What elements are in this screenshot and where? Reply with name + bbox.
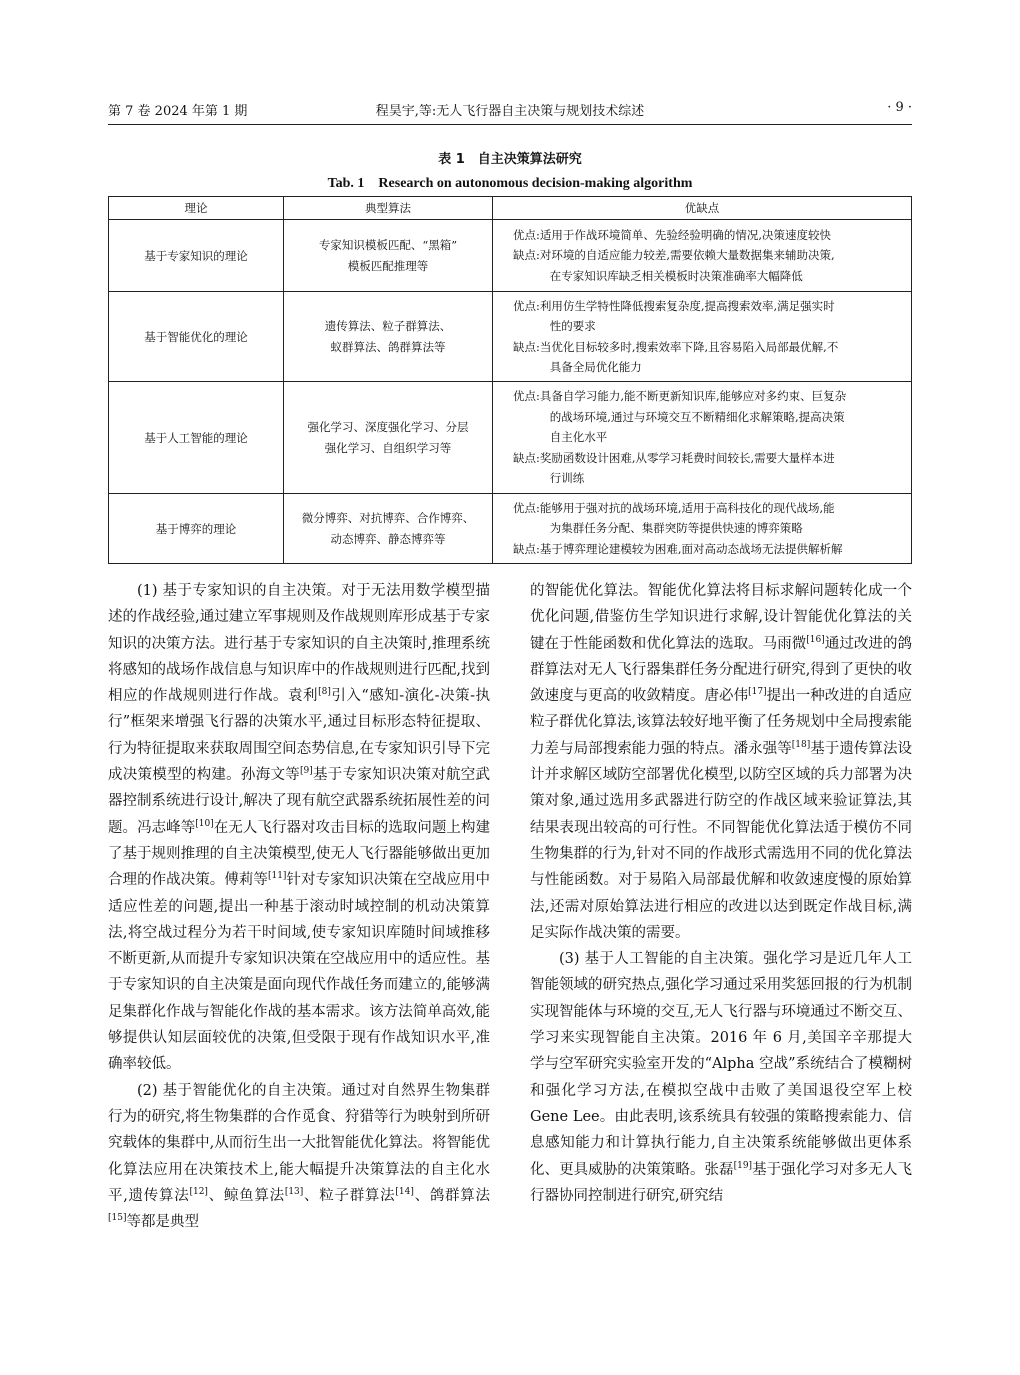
citation: [12] (189, 1186, 208, 1197)
pros-cons-cell: 优点:适用于作战环境简单、先验经验明确的情况,决策速度较快 缺点:对环境的自适应能力较差,需要依赖大量数据集来辅助决策, 在专家知识库缺乏相关模板时决策准确率大幅降低 (493, 220, 912, 292)
citation: [15] (108, 1213, 127, 1224)
col-header-algorithm: 典型算法 (284, 197, 493, 220)
table-row (109, 382, 912, 494)
con-text: 缺点:当优化目标较多时,搜索效率下降,且容易陷入局部最优解,不 (513, 339, 839, 354)
right-text-column (530, 578, 912, 1209)
left-text-column (108, 578, 490, 1235)
theory-cell: 基于专家知识的理论 (109, 220, 284, 292)
theory-cell: 基于博弈的理论 (109, 494, 284, 564)
con-text: 缺点:基于博弈理论建模较为困难,面对高动态战场无法提供解析解 (513, 541, 843, 556)
algorithm-cell: 专家知识模板匹配、“黑箱” 模板匹配推理等 (284, 220, 493, 292)
running-header (108, 100, 912, 122)
citation: [16] (806, 634, 825, 645)
paragraph-intelligent-optimization: (2) 基于智能优化的自主决策。通过对自然界生物集群行为的研究,将生物集群的合作觅食、狩猎等行为映射到所研究载体的集群中,从而衍生出一大批智能优化算法。将智能优化算法应用在决策技术上,能大幅提升决策算法的自主化水平,遗传算法[12]、鲸鱼算法[13]、粒子群算法[14]、鸽群算法[15]等都是典型 (108, 1082, 491, 1231)
con-text: 缺点:奖励函数设计困难,从零学习耗费时间较长,需要大量样本进 (513, 450, 835, 465)
algorithm-cell: 微分博弈、对抗博弈、合作博弈、 动态博弈、静态博弈等 (284, 494, 493, 564)
citation: [9] (300, 766, 313, 777)
table-header-row (109, 197, 912, 220)
col-header-theory: 理论 (109, 197, 284, 220)
pro-text: 优点:适用于作战环境简单、先验经验明确的情况,决策速度较快 (513, 227, 832, 242)
paragraph-artificial-intelligence: (3) 基于人工智能的自主决策。强化学习是近几年人工智能领域的研究热点,强化学习通过采用奖惩回报的行为机制实现智能体与环境的交互,无人飞行器与环境通过不断交互、学习来实现智能自主决策。2016 年 6 月,美国辛辛那提大学与空军研究实验室开发的“Alpha 空战”系统结合了模糊树和强化学习方法,在模拟空战中击败了美国退役空军上校 Gene Lee。由此表明,该系统具有较强的策略搜索能力、信息感知能力和计算执行能力,自主决策系统能够做出更体系化、更具威胁的决策策略。张磊[19]基于强化学习对多无人飞行器协同控制进行研究,研究结 (530, 951, 913, 1204)
table-caption-zh: 表 1 自主决策算法研究 (438, 152, 582, 167)
citation: [17] (748, 687, 767, 698)
citation: [13] (284, 1186, 304, 1197)
con-text: 缺点:对环境的自适应能力较差,需要依赖大量数据集来辅助决策, (513, 248, 835, 263)
citation: [18] (791, 739, 811, 750)
algorithm-cell: 遗传算法、粒子群算法、 蚁群算法、鸽群算法等 (284, 292, 493, 382)
table-row (109, 220, 912, 292)
paragraph-expert-knowledge: (1) 基于专家知识的自主决策。对于无法用数学模型描述的作战经验,通过建立军事规则及作战规则库形成基于专家知识的决策方法。进行基于专家知识的自主决策时,推理系统将感知的战场作战信息与知识库中的作战规则进行匹配,找到相应的作战规则进行作战。袁利[8]引入“感知-演化-决策-执行”框架来增强飞行器的决策水平,通过目标形态特征提取、行为特征提取来获取周围空间态势信息,在专家知识引导下完成决策模型的构建。孙海文等[9]基于专家知识决策对航空武器控制系统进行设计,解决了现有航空武器系统拓展性差的问题。冯志峰等[10]在无人飞行器对攻击目标的选取问题上构建了基于规则推理的自主决策模型,使无人飞行器能够做出更加合理的作战决策。傅莉等[11]针对专家知识决策在空战应用中适应性差的问题,提出一种基于滚动时域控制的机动决策算法,将空战过程分为若干时间域,使专家知识库随时间域推移不断更新,从而提升专家知识决策在空战应用中的适应性。基于专家知识的自主决策是面向现代作战任务而建立的,能够满足集群化作战与智能化作战的基本需求。该方法简单高效,能够提供认知层面较优的决策,但受限于现有作战知识水平,准确率较低。 (108, 583, 491, 1073)
algorithm-cell: 强化学习、深度强化学习、分层 强化学习、自组织学习等 (284, 382, 493, 494)
algorithm-table (108, 196, 912, 564)
pro-text: 优点:能够用于强对抗的战场环境,适用于高科技化的现代战场,能 (513, 500, 835, 515)
citation: [8] (318, 687, 331, 698)
citation: [10] (195, 818, 214, 829)
paragraph-optimization-continued: 的智能优化算法。智能优化算法将目标求解问题转化成一个优化问题,借鉴仿生学知识进行求解,设计智能优化算法的关键在于性能函数和优化算法的选取。马雨微[16]通过改进的鸽群算法对无人飞行器集群任务分配进行研究,得到了更快的收敛速度与更高的收敛精度。唐必伟[17]提出一种改进的自适应粒子群优化算法,该算法较好地平衡了任务规划中全局搜索能力差与局部搜索能力强的特点。潘永强等[18]基于遗传算法设计并求解区域防空部署优化模型,以防空区域的兵力部署为决策对象,通过选用多武器进行防空的作战区域来验证算法,其结果表现出较高的可行性。不同智能优化算法适于模仿不同生物集群的行为,针对不同的作战形式需选用不同的优化算法与性能函数。对于易陷入局部最优解和收敛速度慢的原始算法,还需对原始算法进行相应的改进以达到既定作战目标,满足实际作战决策的需要。 (530, 583, 913, 941)
citation: [11] (267, 871, 287, 882)
journal-issue: 第 7 卷 2024 年第 1 期 (108, 104, 248, 119)
citation: [19] (733, 1160, 753, 1171)
article-running-title: 程昊宇,等:无人飞行器自主决策与规划技术综述 (375, 104, 645, 119)
table-caption-en: Tab. 1 Research on autonomous decision-making algorithm (327, 176, 693, 191)
theory-cell: 基于智能优化的理论 (109, 292, 284, 382)
table-row (109, 292, 912, 382)
citation: [14] (395, 1186, 414, 1197)
header-rule (108, 124, 912, 125)
page-number: · 9 · (887, 100, 912, 115)
pros-cons-cell: 优点:具备自学习能力,能不断更新知识库,能够应对多约束、巨复杂 的战场环境,通过与环境交互不断精细化求解策略,提高决策 自主化水平 缺点:奖励函数设计困难,从零学习耗费时间较长,需要大量样本进 行训练 (493, 382, 912, 494)
pro-text: 优点:具备自学习能力,能不断更新知识库,能够应对多约束、巨复杂 (513, 389, 847, 404)
pros-cons-cell: 优点:能够用于强对抗的战场环境,适用于高科技化的现代战场,能 为集群任务分配、集群突防等提供快速的博弈策略 缺点:基于博弈理论建模较为困难,面对高动态战场无法提供解析解 (493, 494, 912, 564)
table-row (109, 494, 912, 564)
pro-text: 优点:利用仿生学特性降低搜索复杂度,提高搜索效率,满足强实时 (513, 298, 835, 313)
pros-cons-cell: 优点:利用仿生学特性降低搜索复杂度,提高搜索效率,满足强实时 性的要求 缺点:当优化目标较多时,搜索效率下降,且容易陷入局部最优解,不 具备全局优化能力 (493, 292, 912, 382)
theory-cell: 基于人工智能的理论 (109, 382, 284, 494)
col-header-pros-cons: 优缺点 (493, 197, 912, 220)
